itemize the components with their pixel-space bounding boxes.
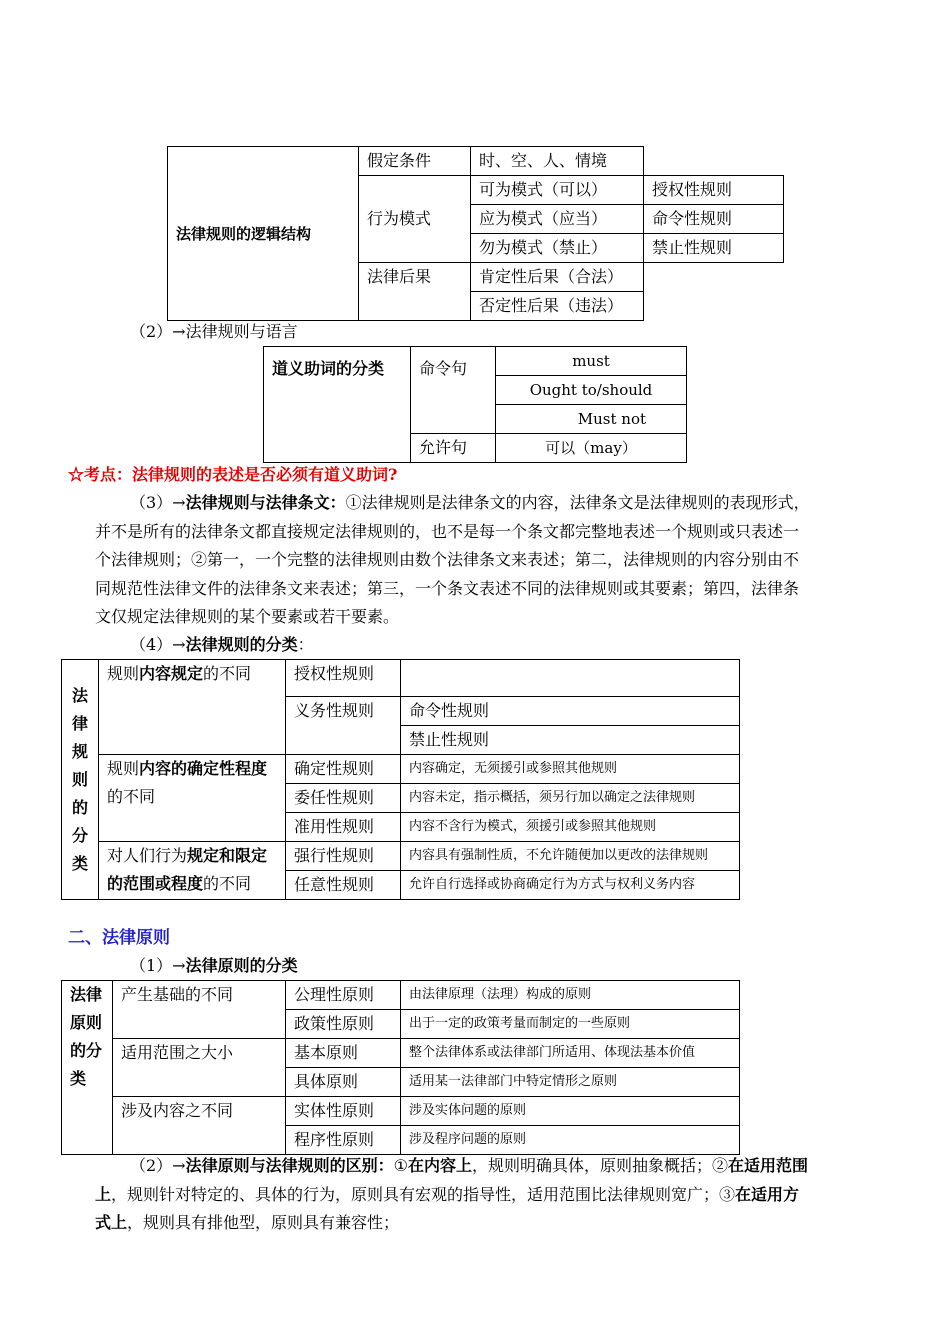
para-rule-article-line5: 文仅规定法律规则的某个要素或若干要素。 <box>95 607 400 626</box>
para-bold-term: 法律原则与法律规则的区别： <box>185 1156 394 1175</box>
para-text: ，规则针对特定的、具体的行为，原则具有宏观的指导性，适用范围比法律规则宽广；③ <box>111 1185 736 1204</box>
rule-classification-table <box>61 659 740 900</box>
group-bold: 内容的确定性程度 <box>139 759 268 778</box>
side-char: 律 <box>71 713 88 733</box>
modal-auxiliary-title: 道义助词的分类 <box>264 347 411 463</box>
para-rule-article-line4: 同规范性法律文件的法律条文来表述；第三，一个条文表述不同的法律规则或其要素；第四，法律条 <box>95 579 800 598</box>
group-scope <box>99 842 286 900</box>
group-certainty <box>99 755 286 842</box>
section-legal-principles: 二、法律原则 <box>68 928 170 948</box>
principle-desc: 涉及程序问题的原则 <box>401 1126 740 1155</box>
side-char: 的 <box>71 797 88 817</box>
principle-classification-table <box>61 980 740 1155</box>
principle-desc: 涉及实体问题的原则 <box>401 1097 740 1126</box>
modal-auxiliary-table <box>263 346 687 463</box>
principle-desc: 出于一定的政策考量而制定的一些原则 <box>401 1010 740 1039</box>
para-differences-line3 <box>95 1209 399 1237</box>
group-text: 的不同 <box>203 664 252 683</box>
principle-type: 政策性原则 <box>286 1010 401 1039</box>
behavior-mode: 勿为模式（禁止） <box>471 234 644 263</box>
principle-group: 适用范围之大小 <box>113 1039 286 1097</box>
command-item: Ought to/should <box>496 376 687 405</box>
group-text: 规则 <box>107 759 140 778</box>
assumption-value: 时、空、人、情境 <box>471 147 644 176</box>
principle-desc: 整个法律体系或法律部门所适用、体现法基本价值 <box>401 1039 740 1068</box>
rule-type: 确定性规则 <box>286 755 401 784</box>
heading-rule-language: （2）→法律规则与语言 <box>130 322 298 341</box>
rule-desc: 内容具有强制性质，不允许随便加以更改的法律规则 <box>401 842 740 871</box>
para-bold-term: 在内容上 <box>407 1156 472 1175</box>
rule-desc: 内容不含行为模式，须援引或参照其他规则 <box>401 813 740 842</box>
principle-desc: 由法律原理（法理）构成的原则 <box>401 981 740 1010</box>
logic-structure-table <box>167 146 784 321</box>
behavior-rule: 授权性规则 <box>644 176 784 205</box>
principle-type: 基本原则 <box>286 1039 401 1068</box>
rule-type: 准用性规则 <box>286 813 401 842</box>
principle-desc: 适用某一法律部门中特定情形之原则 <box>401 1068 740 1097</box>
group-text: 对人们行为 <box>107 846 188 865</box>
rule-type: 授权性规则 <box>286 660 401 697</box>
para-rule-article-line3: 个法律规则；②第一，一个完整的法律规则由数个法律条文来表述；第二，法律规则的内容分别由不 <box>95 550 800 569</box>
command-item: must <box>496 347 687 376</box>
heading-principle-classification <box>130 952 298 980</box>
principle-side-label: 法律原则的分类 <box>62 981 113 1155</box>
principle-type: 公理性原则 <box>286 981 401 1010</box>
principle-type: 实体性原则 <box>286 1097 401 1126</box>
heading-bold: 法律原则的分类 <box>185 956 298 975</box>
rule-classification-side-label <box>62 660 99 900</box>
behavior-mode: 可为模式（可以） <box>471 176 644 205</box>
para-text: ① <box>393 1156 408 1175</box>
heading-bold: 法律规则的分类 <box>185 635 298 654</box>
group-content-provision <box>99 660 286 755</box>
group-text: 的不同 <box>107 787 156 806</box>
principle-type: 具体原则 <box>286 1068 401 1097</box>
side-char: 法 <box>71 685 88 705</box>
permission-sentence-label: 允许句 <box>411 434 496 463</box>
side-char: 则 <box>71 769 88 789</box>
permission-item: 可以（may） <box>496 434 687 463</box>
rule-desc <box>401 660 740 697</box>
principle-type: 程序性原则 <box>286 1126 401 1155</box>
para-bold-term: 式上 <box>95 1213 128 1232</box>
consequence-label: 法律后果 <box>359 263 471 321</box>
rule-type: 义务性规则 <box>286 697 401 755</box>
para-text: ，规则具有排他型，原则具有兼容性； <box>127 1213 400 1232</box>
side-char: 规 <box>71 741 88 761</box>
behavior-mode: 应为模式（应当） <box>471 205 644 234</box>
group-text: 的不同 <box>203 874 252 893</box>
heading-tail: ： <box>297 635 314 654</box>
para-bold-term: 上 <box>95 1185 112 1204</box>
consequence-item: 否定性后果（违法） <box>471 292 644 321</box>
para-rule-article-line2: 并不是所有的法律条文都直接规定法律规则的，也不是每一个条文都完整地表述一个规则或只表述一 <box>95 522 800 541</box>
para-bold-term: 法律规则与法律条文： <box>185 493 346 512</box>
behavior-rule: 禁止性规则 <box>644 234 784 263</box>
rule-desc: 命令性规则 <box>401 697 740 726</box>
rule-type: 强行性规则 <box>286 842 401 871</box>
para-lead: （3）→ <box>130 493 186 512</box>
heading-lead: （4）→ <box>130 635 186 654</box>
para-bold-term: 在适用范围 <box>727 1156 808 1175</box>
assumption-label: 假定条件 <box>359 147 471 176</box>
rule-desc: 禁止性规则 <box>401 726 740 755</box>
logic-structure-title: 法律规则的逻辑结构 <box>168 147 359 321</box>
rule-type: 委任性规则 <box>286 784 401 813</box>
side-char: 类 <box>71 853 88 873</box>
group-bold: 内容规定 <box>139 664 204 683</box>
rule-desc: 允许自行选择或协商确定行为方式与权利义务内容 <box>401 871 740 900</box>
behavior-rule: 命令性规则 <box>644 205 784 234</box>
principle-group: 产生基础的不同 <box>113 981 286 1039</box>
heading-lead: （1）→ <box>130 956 186 975</box>
para-text: ①法律规则是法律条文的内容，法律条文是法律规则的表现形式， <box>345 493 810 512</box>
para-lead: （2）→ <box>130 1156 186 1175</box>
para-text: ，规则明确具体，原则抽象概括；② <box>471 1156 728 1175</box>
side-char: 分 <box>71 825 88 845</box>
group-bold: 规定和限定的范围或程度 <box>107 846 268 893</box>
para-bold-term: 在适用方 <box>735 1185 800 1204</box>
rule-desc: 内容未定，指示概括，须另行加以确定之法律规则 <box>401 784 740 813</box>
para-differences-line2 <box>95 1181 799 1209</box>
principle-group: 涉及内容之不同 <box>113 1097 286 1155</box>
heading-rule-classification <box>130 631 314 659</box>
command-sentence-label: 命令句 <box>411 347 496 434</box>
command-item: Must not <box>496 405 687 434</box>
consequence-item: 肯定性后果（合法） <box>471 263 644 292</box>
para-rule-article-line1 <box>130 489 810 517</box>
rule-desc: 内容确定，无须援引或参照其他规则 <box>401 755 740 784</box>
para-differences-line1 <box>130 1152 808 1180</box>
exam-point: ☆考点：法律规则的表述是否必须有道义助词? <box>68 465 398 484</box>
rule-type: 任意性规则 <box>286 871 401 900</box>
group-text: 规则 <box>107 664 140 683</box>
behavior-label: 行为模式 <box>359 176 471 263</box>
